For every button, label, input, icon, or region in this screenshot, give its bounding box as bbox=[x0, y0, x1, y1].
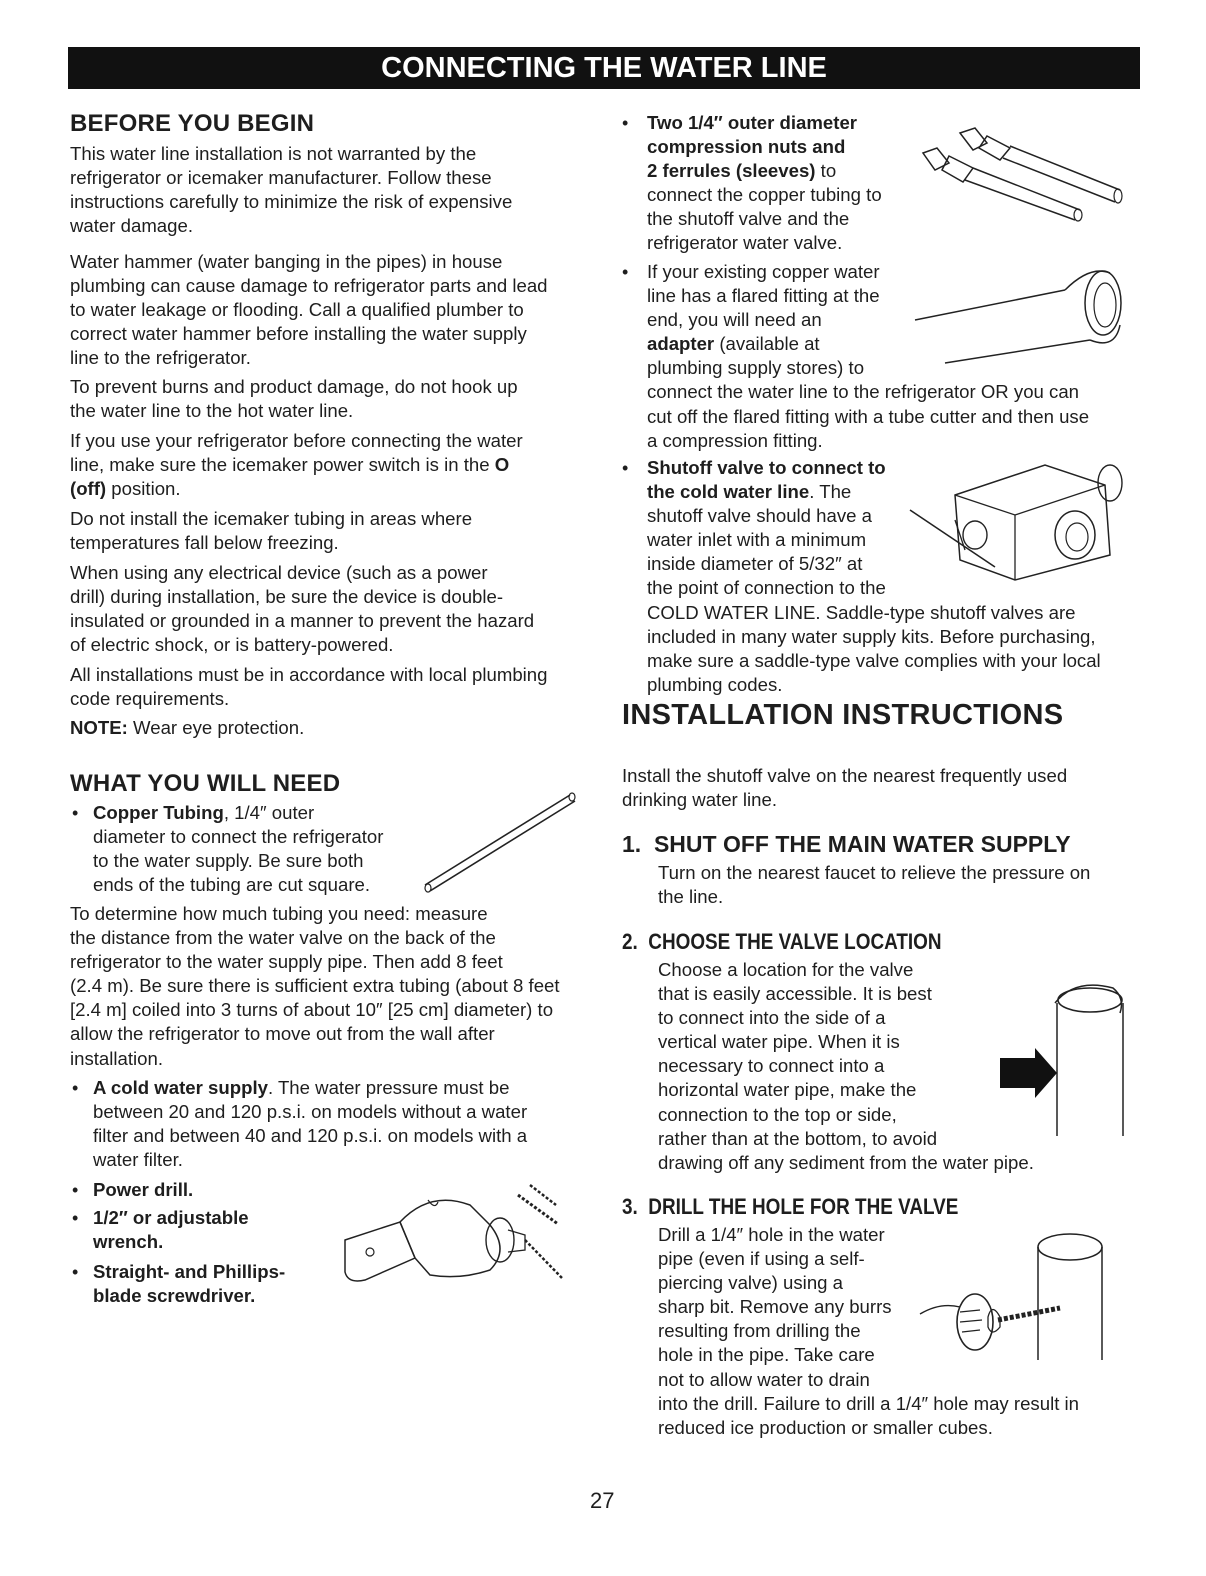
compression-nuts-illustration bbox=[915, 118, 1130, 223]
bullet: • bbox=[72, 1262, 79, 1282]
bullet: • bbox=[72, 1180, 79, 1200]
text-line: Drill a 1/4″ hole in the water bbox=[658, 1224, 885, 1245]
text-line: correct water hammer before installing the water supply bbox=[70, 323, 527, 345]
text-line: inside diameter of 5/32″ at bbox=[647, 553, 863, 575]
text-line: diameter to connect the refrigerator bbox=[93, 826, 384, 848]
bullet: • bbox=[72, 803, 79, 823]
text-line: the line. bbox=[658, 886, 724, 908]
text-line: filter and between 40 and 120 p.s.i. on models with a bbox=[93, 1125, 528, 1147]
flared-fitting-illustration bbox=[915, 265, 1130, 370]
text-line: resulting from drilling the bbox=[658, 1320, 861, 1342]
text-line: not to allow water to drain bbox=[658, 1368, 870, 1390]
before-paragraph-3 bbox=[70, 375, 518, 423]
text-line: a compression fitting. bbox=[647, 429, 823, 451]
copper-tubing-label: Copper Tubing bbox=[93, 802, 224, 823]
text-line: Straight- and Phillips- bbox=[93, 1261, 286, 1282]
text-line: water damage. bbox=[70, 215, 193, 237]
text-line: to water leakage or flooding. Call a qualified plumber to bbox=[70, 299, 524, 321]
text-line: that is easily accessible. It is best bbox=[658, 983, 932, 1005]
text-line: reduced ice production or smaller cubes. bbox=[658, 1416, 993, 1438]
text-line: of electric shock, or is battery-powered. bbox=[70, 634, 394, 656]
what-you-will-need-heading: WHAT YOU WILL NEED bbox=[70, 770, 341, 797]
bullet: • bbox=[622, 262, 629, 282]
text-line: Choose a location for the valve bbox=[658, 959, 914, 980]
text-line: the point of connection to the bbox=[647, 577, 886, 599]
text-line bbox=[93, 801, 383, 825]
copper-tubing-item bbox=[93, 801, 383, 897]
text-run: 2 ferrules (sleeves) bbox=[647, 160, 816, 182]
text-line: Install the shutoff valve on the nearest frequently used bbox=[622, 765, 1068, 786]
text-line: installation. bbox=[70, 1047, 164, 1069]
text-line: necessary to connect into a bbox=[658, 1055, 885, 1077]
text-line: line to the refrigerator. bbox=[70, 347, 251, 369]
note-label: NOTE: bbox=[70, 717, 128, 738]
text-line: [2.4 m] coiled into 3 turns of about 10″ [25 cm] diameter) to bbox=[70, 999, 554, 1021]
screwdriver-item bbox=[93, 1260, 285, 1308]
before-you-begin-heading: BEFORE YOU BEGIN bbox=[70, 110, 315, 137]
text-run: line, make sure the icemaker power switch is in the bbox=[70, 454, 495, 476]
text-line: To prevent burns and product damage, do not hook up bbox=[70, 376, 518, 397]
text-line: ends of the tubing are cut square. bbox=[93, 874, 371, 896]
before-paragraph-7 bbox=[70, 663, 547, 711]
text-line: plumbing supply stores) to bbox=[647, 357, 865, 379]
before-paragraph-4 bbox=[70, 429, 523, 501]
text-line: shutoff valve should have a bbox=[647, 505, 873, 527]
text-line: If your existing copper water bbox=[647, 261, 880, 282]
installation-intro bbox=[622, 764, 1067, 812]
wrench-item bbox=[93, 1206, 249, 1254]
text-line: into the drill. Failure to drill a 1/4″ hole may result in bbox=[658, 1392, 1080, 1414]
text-run: the cold water line bbox=[647, 481, 810, 503]
text-run: to bbox=[815, 160, 837, 182]
step-1-text bbox=[658, 861, 1090, 909]
power-drill-illustration bbox=[340, 1180, 570, 1300]
text-line: To determine how much tubing you need: measure bbox=[70, 903, 488, 924]
text-line: the water line to the hot water line. bbox=[70, 400, 354, 422]
before-paragraph-6 bbox=[70, 561, 534, 657]
step-3-heading: 3. DRILL THE HOLE FOR THE VALVE bbox=[622, 1194, 959, 1219]
compression-nuts-item bbox=[647, 111, 882, 256]
page-banner: CONNECTING THE WATER LINE bbox=[68, 47, 1140, 89]
text-line: the distance from the water valve on the back of the bbox=[70, 927, 496, 949]
text-run: (available at bbox=[714, 333, 820, 355]
text-line: plumbing codes. bbox=[647, 673, 783, 695]
installation-instructions-heading: INSTALLATION INSTRUCTIONS bbox=[622, 699, 1064, 731]
text-line: piercing valve) using a bbox=[658, 1272, 844, 1294]
text-line: instructions carefully to minimize the risk of expensive bbox=[70, 191, 513, 213]
off-label: (off) bbox=[70, 478, 107, 500]
text-line: COLD WATER LINE. Saddle-type shutoff valves are bbox=[647, 601, 1076, 623]
text-line bbox=[93, 1076, 527, 1100]
before-paragraph-2 bbox=[70, 250, 548, 370]
text-line: hole in the pipe. Take care bbox=[658, 1344, 875, 1366]
text-line: drinking water line. bbox=[622, 789, 778, 811]
text-line: allow the refrigerator to move out from the wall after bbox=[70, 1023, 495, 1045]
switch-o-label: O bbox=[494, 454, 510, 476]
drill-into-pipe-illustration bbox=[920, 1222, 1110, 1372]
text-line: make sure a saddle-type valve complies with your local bbox=[647, 649, 1101, 671]
text-line: line has a flared fitting at the bbox=[647, 285, 880, 307]
step-2-text bbox=[658, 958, 1034, 1175]
text-line: refrigerator or icemaker manufacturer. Follow these bbox=[70, 167, 492, 189]
text-line: This water line installation is not warranted by the bbox=[70, 143, 477, 164]
note-text: Wear eye protection. bbox=[127, 717, 305, 738]
text-line: All installations must be in accordance with local plumbing bbox=[70, 664, 548, 685]
text-run: position. bbox=[106, 478, 181, 500]
text-line: (2.4 m). Be sure there is sufficient extra tubing (about 8 feet bbox=[70, 975, 560, 997]
text-line: When using any electrical device (such as a power bbox=[70, 562, 488, 583]
step-1-heading: 1. SHUT OFF THE MAIN WATER SUPPLY bbox=[622, 831, 1071, 857]
text-run: , 1/4″ outer bbox=[223, 802, 315, 823]
text-line: refrigerator water valve. bbox=[647, 232, 843, 254]
text-run: . The water pressure must be bbox=[267, 1077, 510, 1098]
page-number: 27 bbox=[590, 1488, 615, 1513]
power-drill-item: Power drill. bbox=[93, 1179, 194, 1200]
text-run: . The bbox=[809, 481, 852, 503]
text-line: compression nuts and bbox=[647, 136, 846, 158]
text-line: blade screwdriver. bbox=[93, 1285, 256, 1307]
shutoff-valve-illustration bbox=[905, 455, 1135, 585]
text-line: to connect into the side of a bbox=[658, 1007, 886, 1029]
text-line: rather than at the bottom, to avoid bbox=[658, 1127, 938, 1149]
text-line: Do not install the icemaker tubing in areas where bbox=[70, 508, 473, 529]
text-line: horizontal water pipe, make the bbox=[658, 1079, 917, 1101]
text-line: sharp bit. Remove any burrs bbox=[658, 1296, 892, 1318]
vertical-pipe-illustration bbox=[995, 978, 1135, 1138]
text-line: drill) during installation, be sure the device is double- bbox=[70, 586, 504, 608]
text-line: the shutoff valve and the bbox=[647, 208, 850, 230]
text-line bbox=[647, 159, 882, 183]
text-line: connect the copper tubing to bbox=[647, 184, 882, 206]
text-line: vertical water pipe. When it is bbox=[658, 1031, 900, 1053]
text-line: cut off the flared fitting with a tube cutter and then use bbox=[647, 405, 1090, 427]
text-line: If you use your refrigerator before connecting the water bbox=[70, 430, 523, 451]
text-line: end, you will need an bbox=[647, 309, 822, 331]
measure-paragraph bbox=[70, 902, 560, 1071]
text-line: water filter. bbox=[93, 1149, 183, 1171]
text-line: Shutoff valve to connect to bbox=[647, 457, 886, 478]
before-paragraph-5 bbox=[70, 507, 472, 555]
text-line: code requirements. bbox=[70, 688, 230, 710]
text-line: temperatures fall below freezing. bbox=[70, 532, 339, 554]
text-line: Turn on the nearest faucet to relieve the pressure on bbox=[658, 862, 1091, 883]
text-line: plumbing can cause damage to refrigerator parts and lead bbox=[70, 275, 548, 297]
text-line: to the water supply. Be sure both bbox=[93, 850, 364, 872]
copper-tubing-illustration bbox=[420, 785, 580, 895]
text-line: Two 1/4″ outer diameter bbox=[647, 112, 858, 133]
text-line: wrench. bbox=[93, 1231, 164, 1253]
arrow-right-icon bbox=[1000, 1048, 1057, 1098]
bullet: • bbox=[622, 458, 629, 478]
text-line bbox=[70, 477, 523, 501]
cold-water-item bbox=[93, 1076, 527, 1172]
step-2-heading: 2. CHOOSE THE VALVE LOCATION bbox=[622, 929, 942, 954]
text-line: between 20 and 120 p.s.i. on models without a water bbox=[93, 1101, 528, 1123]
text-line: connection to the top or side, bbox=[658, 1103, 897, 1125]
text-line bbox=[70, 453, 523, 477]
adapter-label: adapter bbox=[647, 333, 715, 355]
text-line: included in many water supply kits. Before purchasing, bbox=[647, 625, 1096, 647]
before-paragraph-1 bbox=[70, 142, 512, 238]
text-line: Water hammer (water banging in the pipes) in house bbox=[70, 251, 503, 272]
text-line: refrigerator to the water supply pipe. Then add 8 feet bbox=[70, 951, 503, 973]
cold-water-label: A cold water supply bbox=[93, 1077, 268, 1098]
text-line: pipe (even if using a self- bbox=[658, 1248, 865, 1270]
text-line: 1/2″ or adjustable bbox=[93, 1207, 249, 1228]
note-line bbox=[70, 716, 304, 740]
text-line: drawing off any sediment from the water pipe. bbox=[658, 1151, 1034, 1173]
text-line: connect the water line to the refrigerator OR you can bbox=[647, 381, 1080, 403]
text-line: insulated or grounded in a manner to prevent the hazard bbox=[70, 610, 535, 632]
bullet: • bbox=[72, 1208, 79, 1228]
bullet: • bbox=[622, 113, 629, 133]
text-line: water inlet with a minimum bbox=[647, 529, 867, 551]
bullet: • bbox=[72, 1078, 79, 1098]
